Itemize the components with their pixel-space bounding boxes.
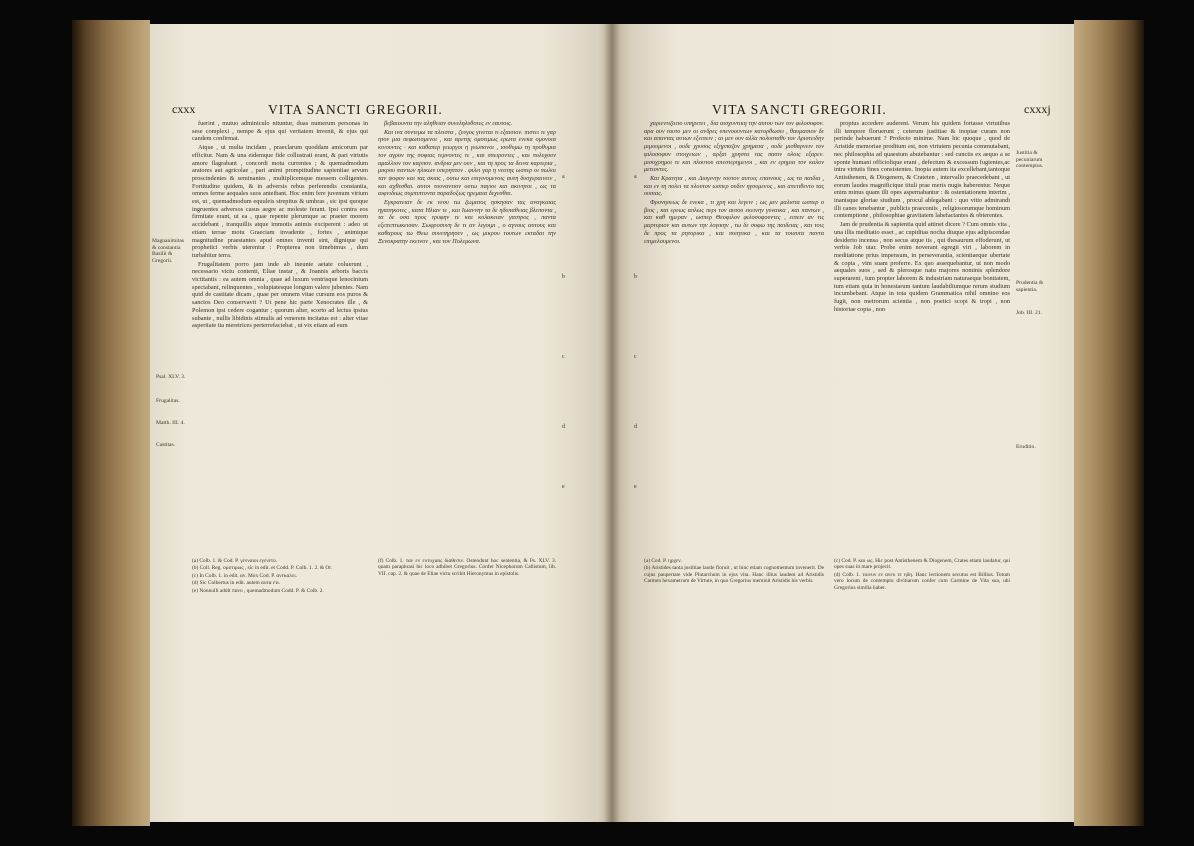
left-line-marker-a: a bbox=[562, 174, 565, 180]
right-line-marker-b: b bbox=[634, 274, 637, 280]
left-margin-note-3: Frugalitas. bbox=[156, 398, 180, 404]
left-greek-para-3: Εγκρατειαν δε εκ νεου τω ζωματος ησκησαν τας αναγκαιας ηγαπηκοτες , κατα Ηλιαν τε , και Ιωαννην τα δε ηδυπαθειας βλεποντα , τα δε οσα προς τρυφην τε και κολακειαν γαστρος , παντα εξεπεπτωκεισαν. Σωφροσυνη δε τι αν λεγοιμι , ο αγνους αυτους και καθαρους τω Θεω συνετηρησεν , ως μικρου τουτων εκταδαι την Ξενοκρατην εκεινον , και τον Πολεμωνα. bbox=[378, 199, 556, 245]
left-folio: cxxx bbox=[172, 102, 196, 116]
right-greek-column bbox=[644, 120, 824, 552]
left-line-marker-e: e bbox=[562, 484, 565, 490]
left-latin-para-3: Frugalitatem porro jam inde ab ineunte aetate coluerunt , necessario victu contenti, Eliae instar , & Joannis arboris baccis victitantis : ea autem omnia , quae ad luxum ventrisque lenocinium spectabant, relinquentes , voluptatesque longum valere jubentes. Nam quid de castitate dicam , quae per omnem vitae cursum eos puros & sanctos Deo conservavit ? Ut pene hic parte Xenocrates ille , & Polemon ipsi cedere cogantur ; quorum alter, scorto ad lectus ipsius subante , nullis libidinis stimulis ad venerem incitatus est : alter vitae asperitate ita meretrices perterrefaciebat , ut vix etiam ad eum bbox=[192, 260, 368, 330]
left-latin-para-1: fuerint , mutuo adminiculo nituntur, duas numerum personas in sese complexi , nempe & ejus qui veritatem invenit, & ejus qui candem confirmat. bbox=[192, 120, 368, 143]
right-footnote-a: (a) Cod. P. ηρχεν. bbox=[644, 558, 683, 564]
right-latin-para-2: Jam de prudentia & sapientia quid attinet dicere ? Cum omnis vita , una illis meditatio esset , ac cupiditas nocha diuque ejus adipiscendae desiderio incensa , non secus atque iis , qui thesaurum effoderunt, ut verbis Job utar. Probe enim noverant egregii viri , laborem in meditatione prius impensum, in perseverantia, scientiaeque ubertate & copia , vim suam proferre. Ex quo assequebantur, ut non modo aequales suos , sed & plerosque natu majores nominis splendore superarent , tum propter laborem & industriam naturaeque bonitatem, tum etiam quia in honestarum tantum laudabiliumque rerum studium incumbebant. Atque in tota quidem Grammatica nihil omnino eos fugit, non metrorum scientia , non poetici scopi & tropi , non historiae copia , non bbox=[834, 221, 1010, 313]
left-margin-note-1: Magnanimitas & constantia Basilii & Gregorii. bbox=[152, 238, 185, 264]
right-line-marker-a: a bbox=[634, 174, 637, 180]
left-footnote-f: (f) Colb. 1. ταν εν ευτυχιαις διαθεσιν. Ostendunt hoc sententia, & Ps. XLV. 3. quam paraphrasi hic loco adhibet Gregorius. Confer Nicephorum Callistum, lib. VII. cap. 2. & quae de Eliae victu scribit Hieronymus in epistolis. bbox=[378, 558, 556, 577]
right-footnote-d: (d) Colb. 1. τοινυν εν ανευ τε ηδη. Hanc lectionem secutus est Billius. Totum vero locum de contemptu divitiarum confer cum Carmine de Vita sua, ubi Gregorius similia habet. bbox=[834, 571, 1010, 591]
left-greek-para-2: Και ινα συντεμω τα πλειστα , ζευγος γινεται τι εξαισιον. πιστει τε γαρ ητον μια πεφωτισμενοι , και αρετης ομοτιμως ερωτα ενεκα ομονοια κινουντες · και καθαπερ γεωργοι η γεωπονοι , ισοθυμω τη προθυμια τον αγρον της σοφιας τεμνοντες τε , και σπειροντες , και πολυχουν αμαλλιον τον καρπον. ανδρια μεν ουν , και τη προς τα δεινα καρτερια , μικρου παντων ηλικων υπερηπτον . φιλει γαρ η νεοτης ωσπερ οι πωλοι ταν ψοφον και τας σκιας , ουτω και επιγινομενοις αυτη δυσχεραινειν , και αχθεσθαι. αυτοι τουναντιον ουτω παγιοι και ακινητοι , ως τα αιφνιδιως συμπιπτοντα παραδοξως ηρεμαια δεχεσθαι. bbox=[378, 128, 556, 198]
left-line-marker-d: d bbox=[562, 424, 565, 430]
right-greek-para-3: Φρονησεως δε ενεκα , τι χρη και λεγειν ; ως μεν μαλιστα ωσπερ ο βιος , και ερεως απλως περι τον αυτου εκεινην γυναικα , και παντων , και καθ ημεραν , ωσπερ Θεοφιλον φιλοσοφουντες , ειπειν αν τις μαρτυριον και αυτων την λογικην , τω δε σοφω της παιδειας , και τοις δε προς τα ρητορικα , και ποιητικα , και τα τοιαυτα παντα επιμελουμενοι. bbox=[644, 199, 824, 245]
right-line-marker-d: d bbox=[634, 424, 637, 430]
left-line-marker-c: c bbox=[562, 354, 565, 360]
right-margin-note-3: Job. III. 21. bbox=[1016, 310, 1042, 316]
left-line-marker-b: b bbox=[562, 274, 565, 280]
open-book bbox=[72, 20, 1144, 826]
left-greek-column bbox=[378, 120, 556, 552]
left-footnote-b: (b) Coll. Reg. ομοτιμως , sic in edit. et Codd. P. Colb. 1. 2. & Or. bbox=[192, 565, 333, 572]
right-line-marker-e: e bbox=[634, 484, 637, 490]
book-gutter bbox=[604, 24, 620, 822]
right-line-marker-c: c bbox=[634, 354, 637, 360]
right-greek-para-2: Και Κρατητα , και Διογενην τουτον αυτοις επαινους , ως τα παιδια , και εν τη πολει τα πλουτον ωσπερ ουδεν ηγουμενος , και απετιθεντο τας ουσιας. bbox=[644, 174, 824, 198]
left-footnotes-column-1 bbox=[192, 558, 368, 798]
left-page-stack bbox=[72, 20, 150, 826]
right-margin-note-4: Eruditio. bbox=[1016, 444, 1036, 450]
right-latin-para-1: propius accedere auderent. Verum his quidem fortasse virtutibus illi tempore floruerunt ; ceterum justitiae & inopiae curam non perinde habuerunt ? Profecto minime. Nam hic quoque , quod de Aristide memoriae proditum est, non virtutem pecunia commutabant, nec philosophia ad quaestum abutebantur : sed cunctis ex aequo a se sponte humani officiolique erant , defectum & excessum fugientes,ac intra virtutis fines consistentes. Inopia autem ita excellebant,tantoque Antisthenem, & Diogenem, & Crateten , intervallo praecedebant , ut eorum laudes magnificique tituli prae meris nugis haberentur. Neque enim minus quam illi opes aspernabantur : & ostentationem interim , inanisque gloriae studium , procul ablegabant : quo vitio admirandi illi canes tenebantur , publicis praeconiis , religiosorumque hominum contemptione , philosophiae gravitatem labefactantes & obterentes. bbox=[834, 120, 1010, 220]
left-footnote-e: (e) Nonnulli addit πανυ , quemadmodum Codd. P. & Colb. 2. bbox=[192, 587, 324, 594]
left-latin-column bbox=[192, 120, 368, 552]
right-footnote-c: (c) Cod. P. και ως. Hic post Antisthenem & Diogenem, Crates etiam laudatur, qui opes suas in mare projecit. bbox=[834, 558, 1010, 571]
right-footnotes-column-2 bbox=[834, 558, 1010, 798]
right-margin-note-2: Prudentia & sapientia. bbox=[1016, 280, 1044, 293]
left-footnote-d: (d) Sic Colbertus in edit. autem αυτα ετι. bbox=[192, 580, 281, 587]
left-greek-para-1: βεβαιουντα την αληθειαν συνεληλυθοτες εν εαυτοις. bbox=[384, 120, 513, 127]
left-footnote-a: (a) Colb. 1. & Cod. P. γενναιοι εγενετο. bbox=[192, 558, 278, 564]
right-folio: cxxxj bbox=[1024, 102, 1051, 116]
left-footnotes-column-2 bbox=[378, 558, 556, 798]
right-running-head: VITA SANCTI GREGORII. bbox=[712, 102, 887, 117]
left-latin-para-2: Atque , ut multa incidam , praeclarum quoddam amicorum par efficitur. Nam & una eidemque fide collustrati erant, & pari virtutis amore flagrabant , concordi motu currentes ; & quemadmodum aratores aut agricolae , pari animi promptitudine sapientiae arvum proscindentes & seminantes , multiplicemque messem colligentes. Fortitudine quidem, & in adversis rebus perferendis constantia, omnes ferme aequales suos anteibant. Hoc enim fere juvenum virium est, ut , quemadmodum equuleis strepitus & umbras , sic ipsi quoque ingruentes adversos casus aegre ac moleste ferant. Ipsi contra eos firmitate erant, ut ea , quae repente plerumque ac praeter morem accidebant , tranquillis atque immotis animis exciperent : adeo ut etiam terrae motu Graeciam invadente , fortes , animique magnitudine praestantes apud omnes inventi sint, dignique qui prophetici verbis uterentur : Propterea non timebimus , dum turbabitur terra. bbox=[192, 144, 368, 259]
right-latin-column bbox=[834, 120, 1010, 552]
left-margin-note-5: Castitas. bbox=[156, 442, 176, 448]
right-footnote-b: (b) Aristides tanta justitiae laude floruit , ut hinc etiam cognomentum invenerit. De cujus paupertate vide Plutarchum in ejus vita. Hanc illius laudem ad Aristidis Carmen hexametrum de Virtute, in quo Gregorius meminit Aristidis his verbis. bbox=[644, 565, 824, 585]
left-margin-note-4: Matth. III. 4. bbox=[156, 420, 185, 426]
left-running-head: VITA SANCTI GREGORII. bbox=[268, 102, 443, 117]
left-footnote-c: (c) In Colb. 1. in edit. αν. Mox Cod. P. ανεκαλει. bbox=[192, 572, 298, 579]
left-margin-note-2: Psal. XLV. 3. bbox=[156, 374, 186, 380]
right-margin-note-1: Justitia & pecuniarum contemptus. bbox=[1016, 150, 1044, 170]
right-page bbox=[612, 24, 1074, 822]
right-greek-para-1: χαριεντιζοιτο υπηρετει , δια αισχυντικη την αυτου των τον φιλοσοφον. αρα ουν τουτο μεν οι ανδρες υπενοουντων κατορθωσει , θαυμασιον δε και απαντας αυτων εξειπειν ; αι μεν ουν αλλα πολυσταθυ τον Αριστειδην μιμουμενοι , ουδε χρυσος εξηρπαζον χρηματα , ουδε μισθαρνειν τον φιλοσοφον στοιχειων , αρξαι χρηστα τας πασιν ολοις εξαρεν. μισοχρημοι τε και πλουτου απεστερημενοι , και εν ερημια τον καλον μετιοντες. bbox=[644, 120, 824, 174]
right-page-stack bbox=[1074, 20, 1144, 826]
left-page bbox=[150, 24, 612, 822]
right-footnotes-column-1 bbox=[644, 558, 824, 798]
